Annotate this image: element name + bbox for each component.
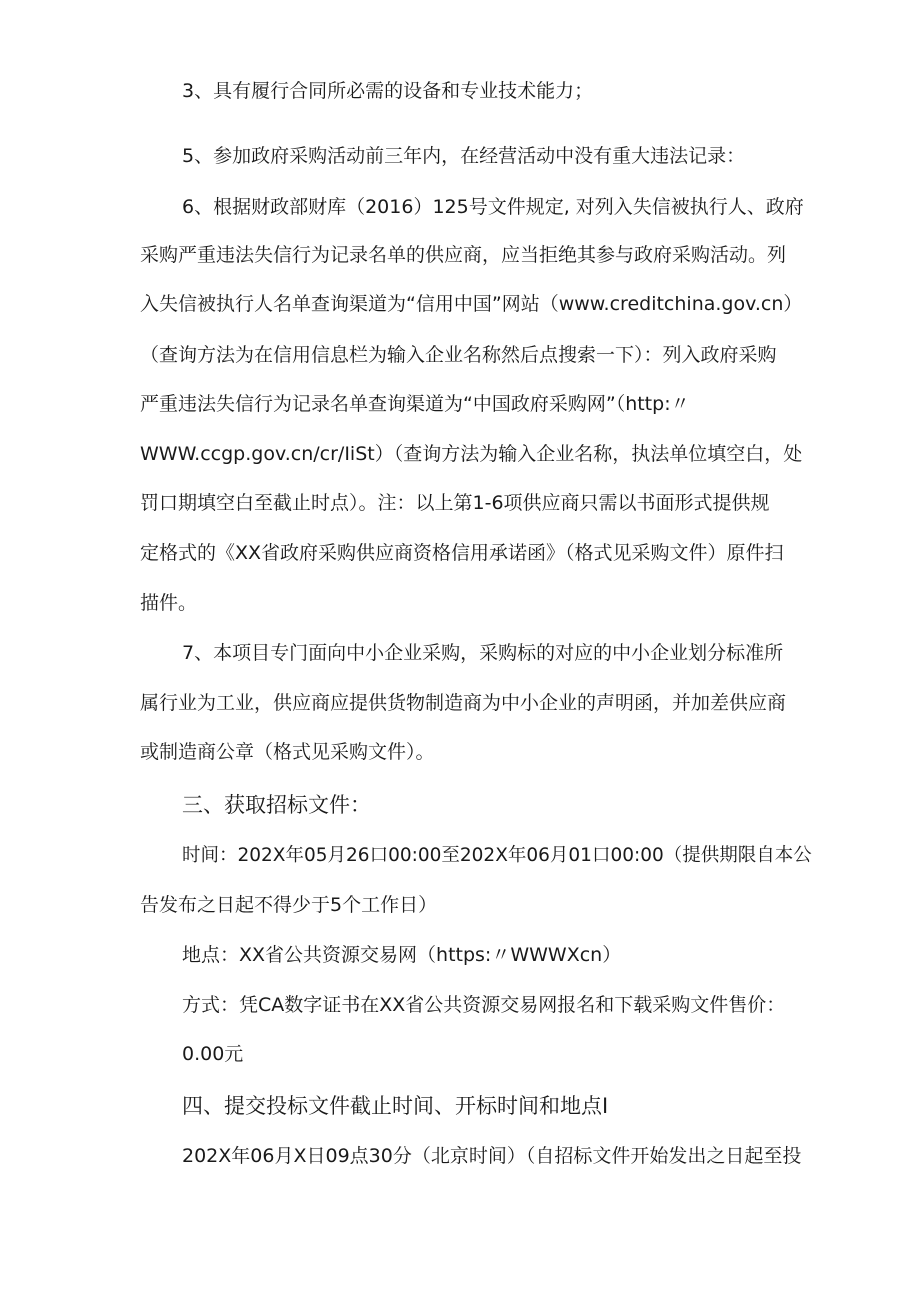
paragraph-line: 7、本项目专门面向中小企业采购，采购标的对应的中小企业划分标准所 bbox=[182, 642, 784, 664]
paragraph-line: （查询方法为在信用信息栏为输入企业名称然后点搜索一下）：列入政府采购 bbox=[140, 344, 777, 366]
paragraph-line: 严重违法失信行为记录名单查询渠道为“中国政府采购网”（http:〃 bbox=[140, 393, 690, 415]
obtain-method: 方式：凭CA数字证书在XX省公共资源交易网报名和下载采购文件售价： bbox=[182, 994, 786, 1016]
requirement-item-3: 3、具有履行合同所必需的设备和专业技术能力； bbox=[182, 80, 594, 102]
paragraph-line: 罚口期填空白至截止时点）。注：以上第1-6项供应商只需以书面形式提供规 bbox=[140, 492, 770, 514]
paragraph-line: 属行业为工业，供应商应提供货物制造商为中小企业的声明函，并加差供应商 bbox=[140, 692, 787, 714]
document-price: 0.00元 bbox=[182, 1043, 244, 1065]
obtain-place: 地点：XX省公共资源交易网（https:〃WWWXcn） bbox=[182, 944, 622, 966]
paragraph-line: 入失信被执行人名单查询渠道为“信用中国”网站（www.creditchina.gov.cn） bbox=[140, 293, 803, 315]
paragraph-line: WWW.ccgp.gov.cn/cr/IiSt）（查询方法为输入企业名称，执法单位填空白，处 bbox=[140, 443, 803, 465]
obtain-time-line: 告发布之日起不得少于5个工作日） bbox=[140, 894, 438, 916]
section-heading-submission-deadline: 四、提交投标文件截止时间、开标时间和地点I bbox=[182, 1094, 609, 1118]
obtain-time-line: 时间：202X年05月26口00:00至202X年06月01口00:00（提供期限自本公 bbox=[182, 845, 812, 866]
paragraph-line: 或制造商公章（格式见采购文件）。 bbox=[140, 741, 435, 763]
paragraph-line: 定格式的《XX省政府采购供应商资格信用承诺函》（格式见采购文件）原件扫 bbox=[140, 542, 784, 564]
section-heading-obtain-documents: 三、获取招标文件： bbox=[182, 793, 371, 817]
paragraph-line: 采购严重违法失信行为记录名单的供应商，应当拒绝其参与政府采购活动。列 bbox=[140, 244, 787, 266]
paragraph-line: 描件。 bbox=[140, 592, 198, 614]
submission-deadline-line: 202X年06月X日09点30分（北京时间）（自招标文件开始发出之日起至投 bbox=[182, 1145, 802, 1167]
paragraph-line: 6、根据财政部财库（2016）125号文件规定, 对列入失信被执行人、政府 bbox=[182, 196, 804, 218]
requirement-item-5: 5、参加政府采购活动前三年内，在经营活动中没有重大违法记录： bbox=[182, 145, 746, 167]
